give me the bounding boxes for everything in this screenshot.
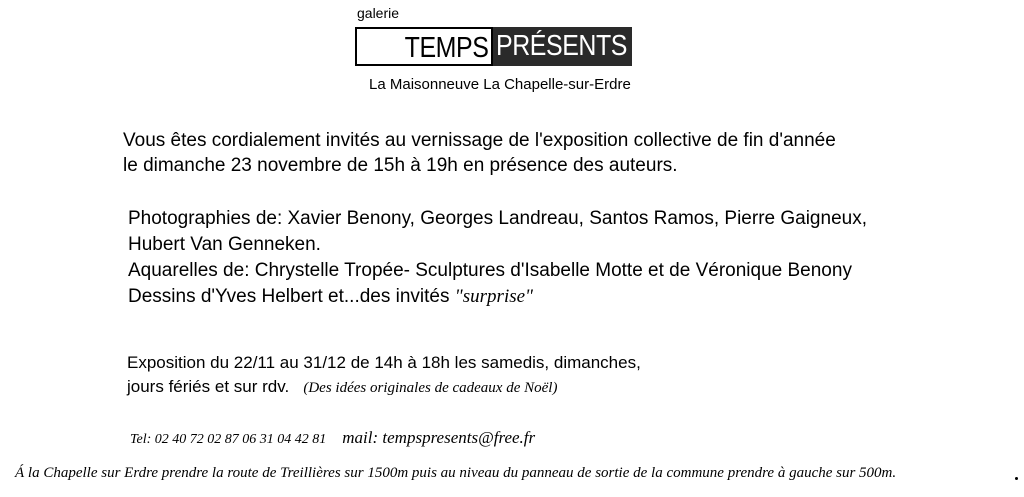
schedule-line-1: Exposition du 22/11 au 31/12 de 14h à 18h les samedis, dimanches,: [127, 353, 641, 372]
stray-dot: [1015, 477, 1018, 480]
artists-line-3: Aquarelles de: Chrystelle Tropée- Sculptures d'Isabelle Motte et de Véronique Benony: [128, 260, 852, 281]
directions-text: Á la Chapelle sur Erdre prendre la route de Treillières sur 1500m puis au niveau du panneau de sortie de la commune prendre à gauche sur 500m.: [15, 465, 897, 481]
logo-kicker: galerie: [357, 5, 400, 21]
invitation-line-1: Vous êtes cordialement invités au vernissage de l'exposition collective de fin d'année: [123, 130, 836, 151]
email-address: mail: tempspresents@free.fr: [342, 428, 536, 447]
invitation-line-2: le dimanche 23 novembre de 15h à 19h en présence des auteurs.: [123, 155, 678, 176]
logo-word-temps-box: [355, 27, 493, 66]
contact-line: [130, 428, 535, 448]
surprise-emphasis: "surprise": [454, 286, 534, 307]
schedule-line-2: [127, 375, 557, 400]
artists-line-2: Hubert Van Genneken.: [128, 234, 321, 255]
artists-line-1: Photographies de: Xavier Benony, Georges Landreau, Santos Ramos, Pierre Gaigneux,: [128, 208, 867, 229]
gallery-location: La Maisonneuve La Chapelle-sur-Erdre: [369, 76, 631, 93]
artists-line-4: [128, 285, 533, 309]
phone-numbers: Tel: 02 40 72 02 87 06 31 04 42 81: [130, 432, 327, 447]
gift-ideas-note: (Des idées originales de cadeaux de Noël): [303, 380, 558, 396]
schedule-line-2-text: jours fériés et sur rdv.: [127, 377, 290, 396]
logo-word-presents: PRÉSENTS: [496, 30, 628, 62]
logo-word-temps: TEMPS: [404, 32, 488, 64]
logo-word-presents-box: [493, 27, 632, 66]
artists-line-4-text: Dessins d'Yves Helbert et...des invités: [128, 286, 455, 307]
